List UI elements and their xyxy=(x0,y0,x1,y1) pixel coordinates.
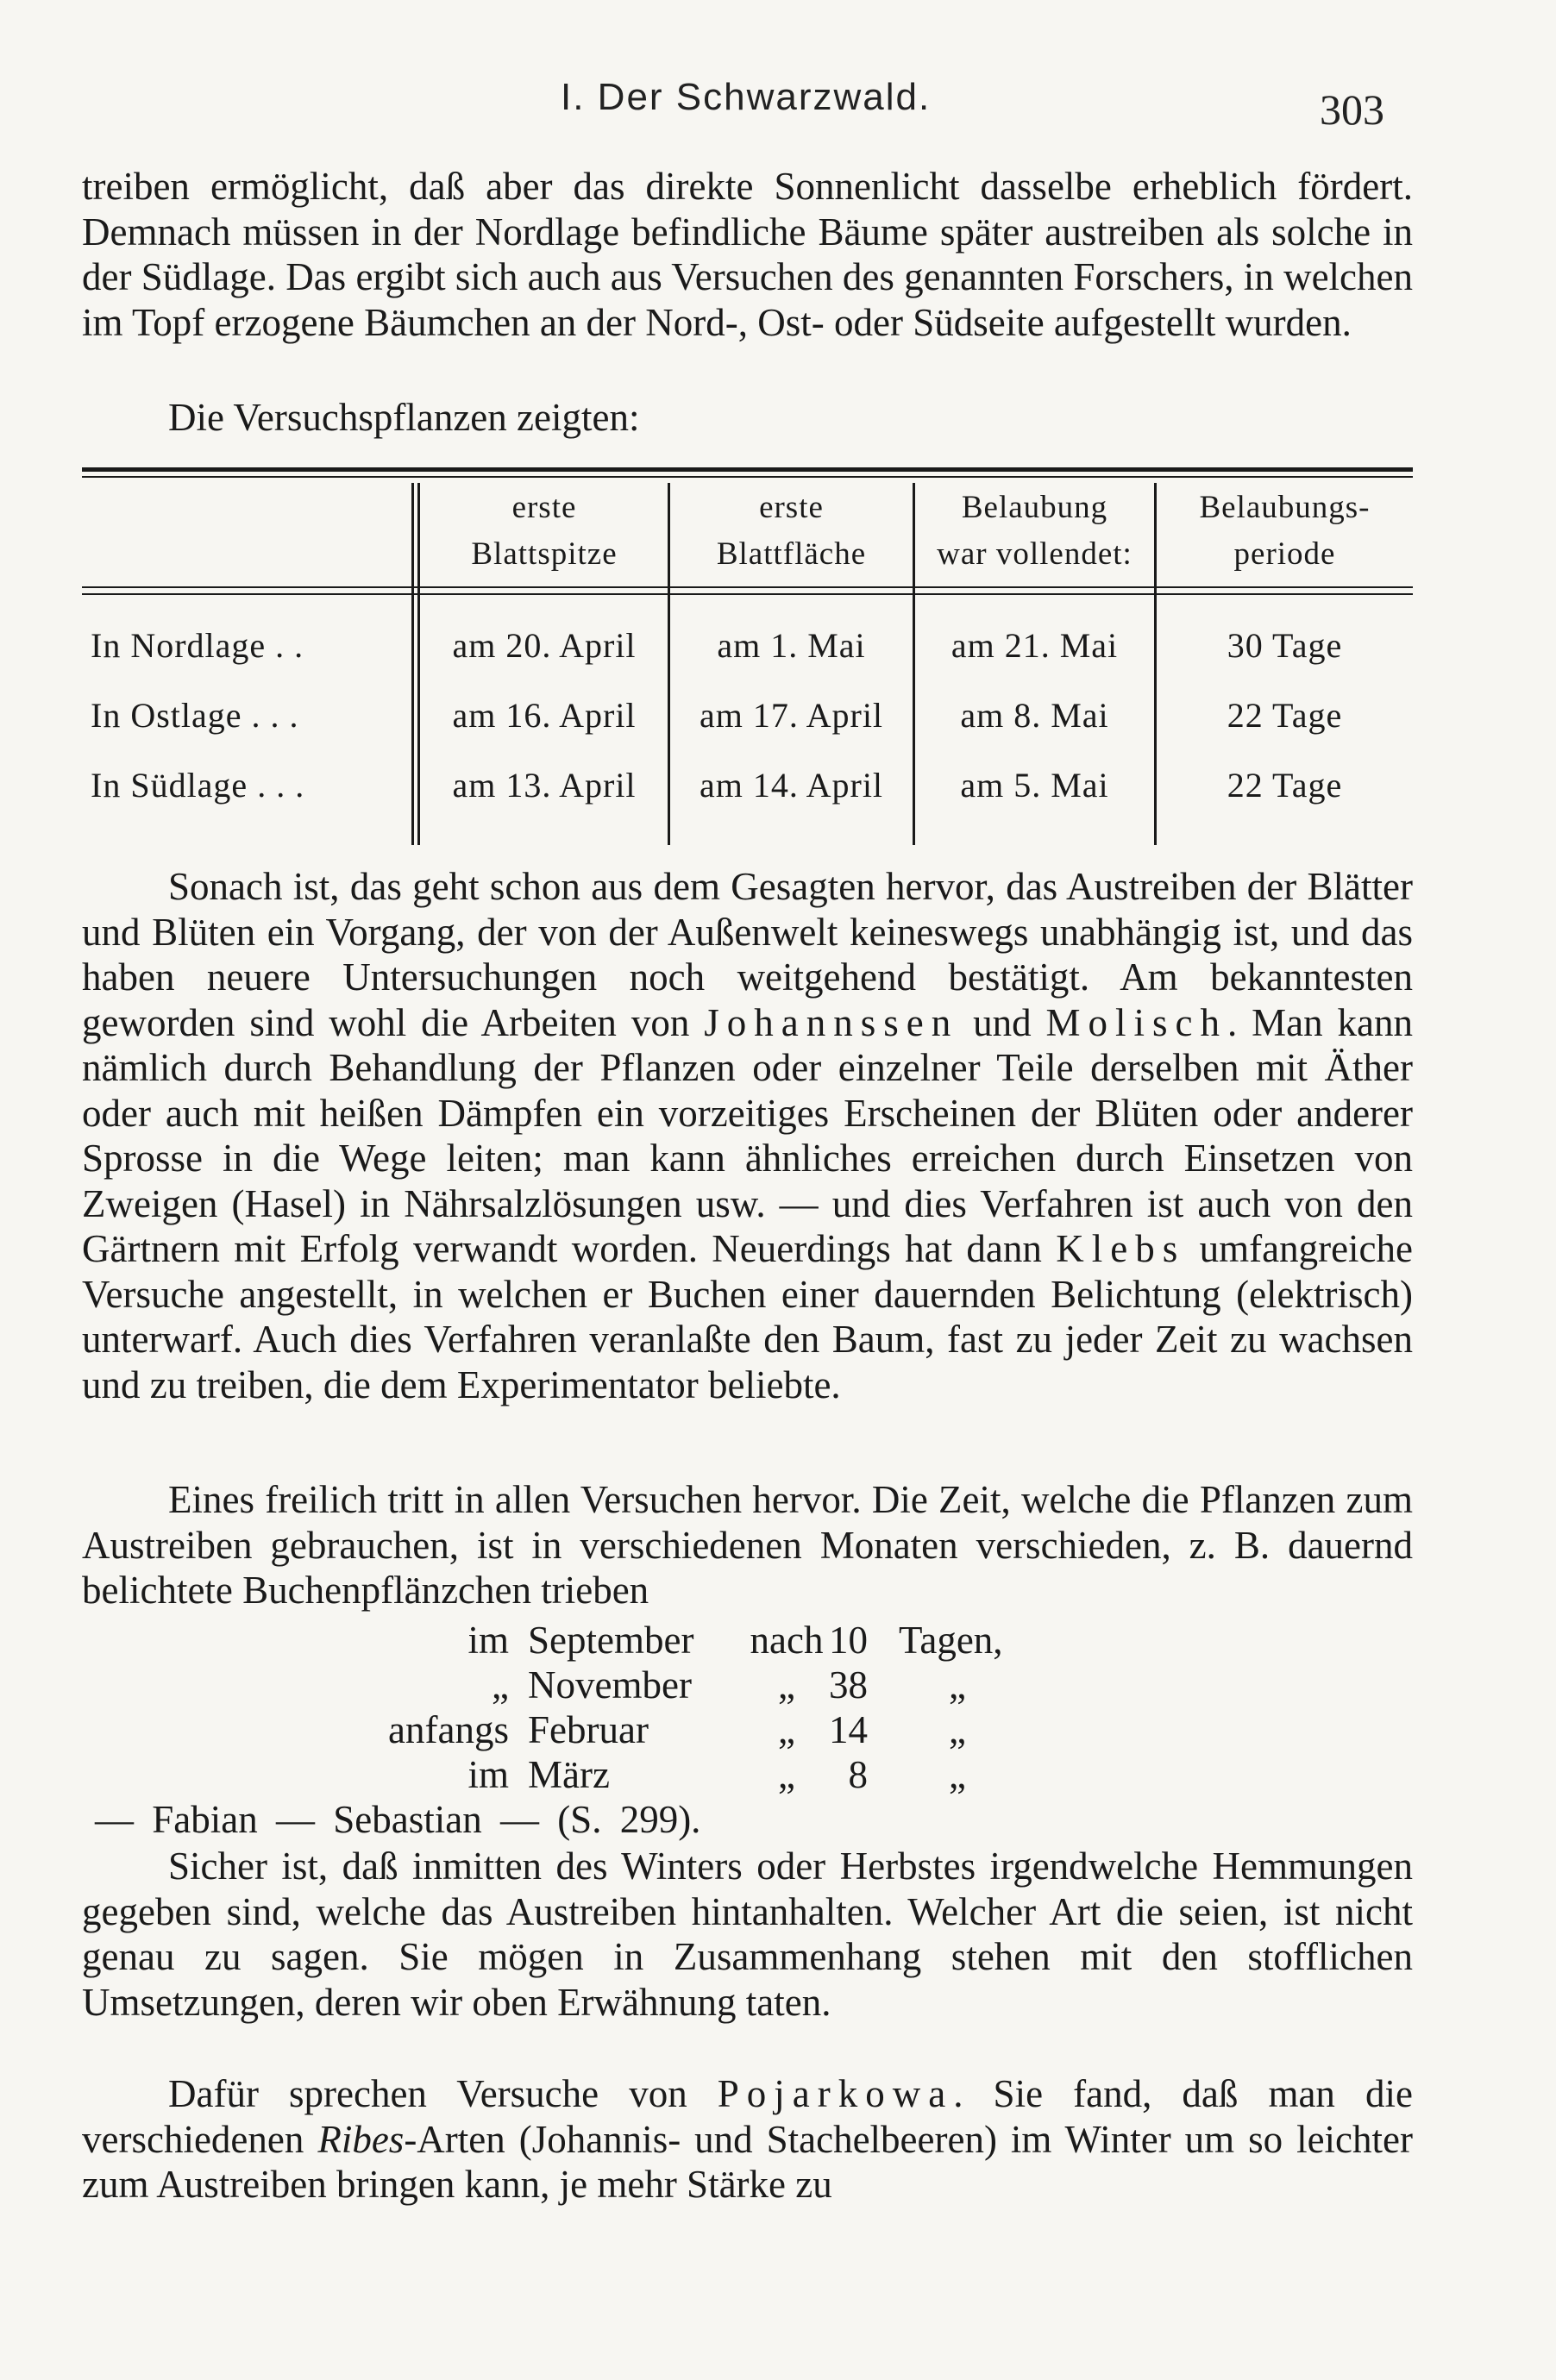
intro-paragraph: treiben ermöglicht, daß aber das direkte Sonnenlicht dasselbe erheblich fördert. Demnach müssen in der Nordlage befindliche Bäume später austreiben als solche in der Südlage. Das ergibt sich auch aus Versuchen des genannten Forschers, in welchen im Topf erzogene Bäumchen an der Nord-, Ost- oder Südseite aufgestellt wurden. xyxy=(82,165,1413,344)
table-cell: am 5. Mai xyxy=(960,766,1109,805)
table-cell: am 17. April xyxy=(699,696,884,735)
table-cell: am 16. April xyxy=(452,696,637,735)
body-paragraph-4: Dafür sprechen Versuche von Pojarkowa. Sie fand, daß man die verschiedenen Ribes-Arten (Johannis- und Stachelbeeren) im Winter um so leichter zum Austreiben bringen kann, je mehr Stärke zu xyxy=(82,2072,1413,2206)
author-name: Pojarkowa xyxy=(717,2072,954,2115)
table-cell: am 13. April xyxy=(452,766,637,805)
table-cell: 22 Tage xyxy=(1227,696,1343,735)
table-top-rule-thin xyxy=(82,476,1413,478)
table-lead-text: Die Versuchspflanzen zeigten: xyxy=(168,396,640,439)
body-paragraph-3: Sicher ist, daß inmitten des Winters oder Herbstes irgendwelche Hemmungen gegeben sind, welche das Austreiben hintanhalten. Welcher Art die seien, ist nicht genau zu sagen. Sie mögen in Zusammenhang stehen mit den stofflichen Umsetzungen, deren wir oben Erwähnung taten. xyxy=(82,1845,1413,2024)
header-foliage-complete: Belaubung war vollendet: xyxy=(937,490,1132,572)
table-cell: am 8. Mai xyxy=(960,696,1109,735)
table-top-rule xyxy=(82,467,1413,472)
author-name: Molisch xyxy=(1045,1000,1227,1044)
row-label: In Südlage . . . xyxy=(91,766,305,805)
author-name: Klebs xyxy=(1056,1227,1186,1270)
table-header-rule-double xyxy=(82,593,1413,595)
table-cell: 22 Tage xyxy=(1227,766,1343,805)
running-header xyxy=(0,76,1556,145)
month-list: im September nach 10 Tagen, „ November „ 38 „ anfangs Februar „ 14 „ im März „ 8 „ xyxy=(388,1619,1003,1796)
citation: — Fabian — Sebastian — (S. 299). xyxy=(95,1798,701,1841)
body-paragraph-2: Eines freilich tritt in allen Versuchen hervor. Die Zeit, welche die Pflanzen zum Austreiben gebrauchen, ist in verschiedenen Monaten verschieden, z. B. dauernd belichtete Buchenpflänzchen trieben xyxy=(82,1478,1413,1612)
header-first-leaf-blade: erste Blattfläche xyxy=(716,490,867,572)
table-cell: am 14. April xyxy=(699,766,884,805)
page-number: 303 xyxy=(1320,85,1384,134)
header-first-leaf-tip: erste Blattspitze xyxy=(471,490,618,572)
author-name: Johannssen xyxy=(704,1000,959,1044)
table-cell: am 20. April xyxy=(452,626,637,665)
header-foliage-period: Belaubungs- periode xyxy=(1199,490,1371,572)
table-divider-double xyxy=(417,483,420,845)
table-cell: am 21. Mai xyxy=(951,626,1119,665)
genus-name: Ribes xyxy=(317,2117,405,2161)
body-paragraph-1: Sonach ist, das geht schon aus dem Gesagten hervor, das Austreiben der Blätter und Blüten ein Vorgang, der von der Außenwelt keineswegs unabhängig ist, und das haben neuere Untersuchungen noch weitgehend bestätigt. Am bekanntesten geworden sind wohl die Arbeiten von Johannssen und Molisch. Man kann nämlich durch Behandlung der Pflanzen oder einzelner Teile derselben mit Äther oder auch mit heißen Dämpfen ein vorzeitiges Erscheinen der Blüten oder anderer Sprosse in die Wege leiten; man kann ähnliches erreichen durch Einsetzen von Zweigen (Hasel) in Nährsalzlösungen usw. — und dies Verfahren ist auch von den Gärtnern mit Erfolg verwandt worden. Neuerdings hat dann Klebs umfangreiche Versuche angestellt, in welchen er Buchen einer dauernden Belichtung (elektrisch) unterwarf. Auch dies Verfahren veranlaßte den Baum, fast zu jeder Zeit zu wachsen und zu treiben, die dem Experimentator beliebte. xyxy=(82,865,1413,1406)
table-divider xyxy=(411,483,414,845)
row-label: In Ostlage . . . xyxy=(91,696,299,735)
chapter-title: I. Der Schwarzwald. xyxy=(561,76,932,118)
row-label: In Nordlage . . xyxy=(91,626,304,665)
table-cell: am 1. Mai xyxy=(717,626,866,665)
table-cell: 30 Tage xyxy=(1227,626,1343,665)
table-header-rule xyxy=(82,586,1413,588)
